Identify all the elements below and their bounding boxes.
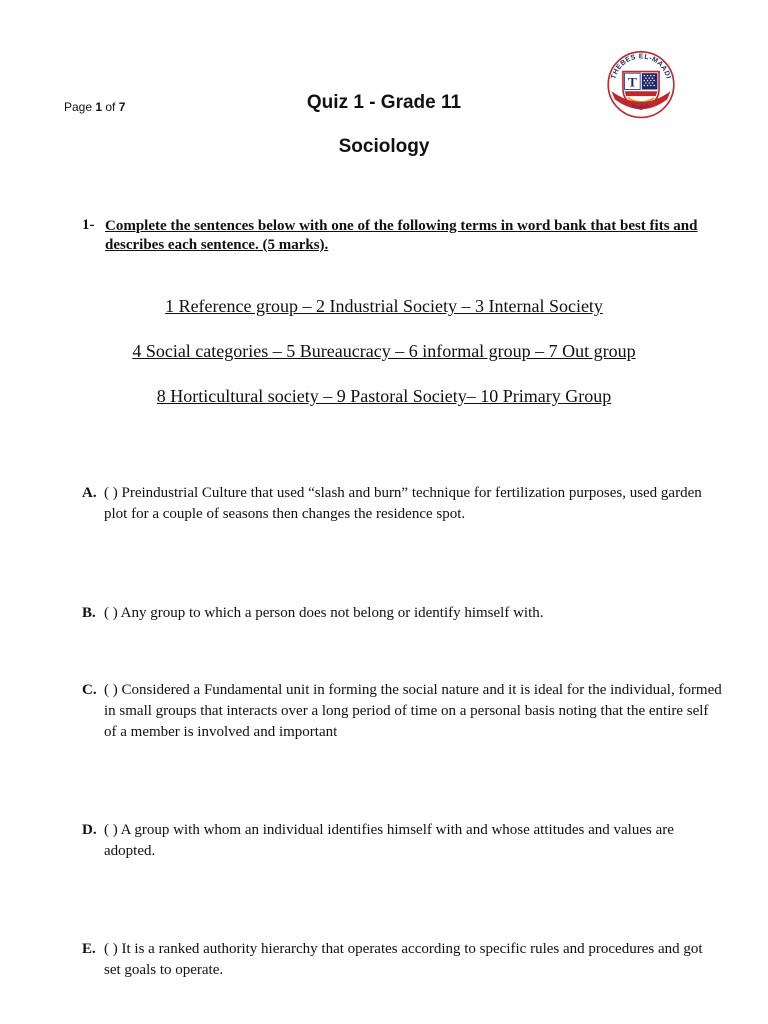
quiz-title-text: Quiz 1 - Grade 11 [306, 92, 462, 113]
item-letter: D. [82, 822, 97, 838]
page-mid: of [102, 100, 119, 114]
word-bank-line-2: 4 Social categories – 5 Bureaucracy – 6 informal group – 7 Out group [132, 341, 636, 361]
question-item-e [82, 939, 722, 981]
logo-letter: T [628, 74, 637, 90]
question-item-a [82, 483, 722, 525]
subject-title: Sociology [338, 136, 430, 157]
item-letter: B. [82, 605, 96, 621]
logo-top-text: THEBES EL-MAADI [610, 53, 672, 80]
page-total: 7 [118, 100, 126, 114]
item-text: ( ) Considered a Fundamental unit in forming the social nature and it is ideal for the individual, formed in small groups that interacts over a long period of time on a personal basis noting that the entire self of a member is involved and important [104, 682, 722, 740]
page-prefix: Page [64, 100, 96, 114]
item-text: ( ) A group with whom an individual identifies himself with and whose attitudes and values are adopted. [104, 822, 674, 859]
item-text: ( ) It is a ranked authority hierarchy that operates according to specific rules and procedures and got set goals to operate. [104, 941, 703, 978]
item-letter: E. [82, 941, 96, 957]
page-current: 1 [95, 100, 103, 114]
word-bank-line-1: 1 Reference group – 2 Industrial Society – 3 Internal Society [165, 296, 603, 316]
word-bank-line-3: 8 Horticultural society – 9 Pastoral Society– 10 Primary Group [156, 386, 612, 406]
item-letter: A. [82, 485, 97, 501]
item-text: ( ) Preindustrial Culture that used “slash and burn” technique for fertilization purposes, used garden plot for a couple of seasons then changes the residence spot. [104, 485, 702, 522]
logo-bottom-text: SCHOOL [631, 102, 652, 110]
question-instruction: Complete the sentences below with one of the following terms in word bank that best fits and describes each sentence. (5 marks). [105, 218, 698, 253]
item-letter: C. [82, 682, 97, 698]
question-item-c [82, 680, 722, 743]
school-logo [600, 42, 682, 124]
question-item-d [82, 820, 722, 862]
question-number: 1- [82, 217, 95, 233]
item-text: ( ) Any group to which a person does not belong or identify himself with. [104, 605, 544, 621]
question-item-b [82, 603, 722, 624]
